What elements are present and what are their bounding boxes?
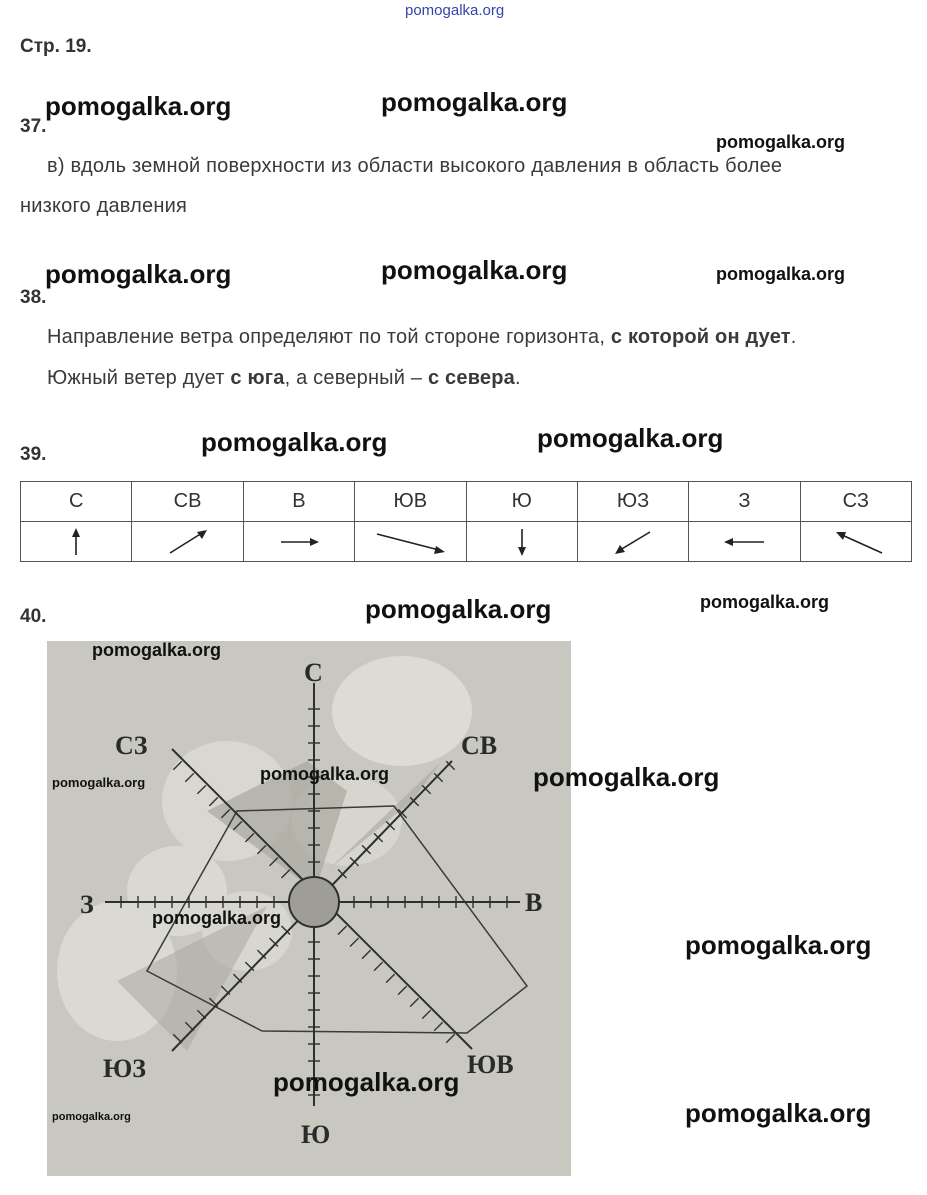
- arrow-right-icon: [259, 525, 339, 559]
- q38-line2-bold-north: с севера: [427, 367, 515, 389]
- arrow-down-right-icon: [365, 525, 455, 559]
- rose-label-sw: ЮЗ: [103, 1054, 146, 1083]
- q38-answer-line2: [47, 367, 521, 390]
- watermark-text: pomogalka.org: [685, 930, 872, 960]
- watermark-text: pomogalka.org: [260, 764, 390, 784]
- q38-line2-end: .: [515, 367, 521, 389]
- rose-label-n: С: [304, 658, 323, 687]
- watermark-text: pomogalka.org: [533, 762, 720, 792]
- arrow-down-left-icon: [593, 525, 673, 559]
- arrow-cell-nw: [800, 522, 911, 562]
- watermark-text: pomogalka.org: [685, 1098, 872, 1128]
- watermark-text: pomogalka.org: [152, 908, 282, 928]
- rose-label-ne: СВ: [461, 731, 498, 760]
- direction-cell-sw: ЮЗ: [577, 482, 688, 522]
- watermark-text: pomogalka.org: [52, 775, 146, 790]
- watermark-text: pomogalka.org: [700, 592, 830, 612]
- arrow-cell-sw: [577, 522, 688, 562]
- top-watermark: pomogalka.org: [405, 2, 505, 19]
- watermark-text: pomogalka.org: [52, 1111, 131, 1123]
- q38-number: 38.: [20, 287, 47, 308]
- q37-number: 37.: [20, 116, 47, 137]
- direction-cell-ne: СВ: [132, 482, 243, 522]
- arrow-left-icon: [704, 525, 784, 559]
- arrow-cell-s: [466, 522, 577, 562]
- direction-cell-nw: СЗ: [800, 482, 911, 522]
- q38-line2-text: Южный ветер дует: [47, 367, 231, 389]
- q38-line1-bold: с которой он дует: [610, 326, 791, 348]
- q40-number: 40.: [20, 606, 47, 627]
- watermark-text: pomogalka.org: [716, 264, 846, 284]
- q38-line2-bold-south: с юга: [230, 367, 285, 389]
- q37-answer-line1: в) вдоль земной поверхности из области высокого давления в область более: [47, 155, 783, 177]
- arrow-cell-n: [21, 522, 132, 562]
- rose-label-s: Ю: [301, 1120, 331, 1149]
- watermark-text: pomogalka.org: [45, 259, 232, 289]
- q38-answer-line1: [47, 326, 797, 349]
- direction-cell-s: Ю: [466, 482, 577, 522]
- q38-line1-end: .: [790, 326, 797, 348]
- direction-cell-w: З: [689, 482, 800, 522]
- watermark-text: pomogalka.org: [716, 132, 846, 152]
- watermark-text: pomogalka.org: [273, 1067, 460, 1097]
- arrow-cell-w: [689, 522, 800, 562]
- watermark-text: pomogalka.org: [201, 427, 388, 457]
- direction-cell-e: В: [243, 482, 354, 522]
- rose-label-nw: СЗ: [115, 731, 148, 760]
- page-heading: Стр. 19.: [20, 36, 92, 57]
- direction-cell-se: ЮВ: [355, 482, 466, 522]
- rose-label-se: ЮВ: [467, 1050, 514, 1079]
- watermark-text: pomogalka.org: [365, 594, 552, 624]
- arrow-cell-se: [355, 522, 466, 562]
- arrow-up-icon: [36, 525, 116, 559]
- watermark-text: pomogalka.org: [381, 255, 568, 285]
- arrow-up-left-icon: [816, 525, 896, 559]
- arrow-row: [21, 522, 912, 562]
- direction-header-row: [21, 482, 912, 522]
- q37-answer-line2: низкого давления: [20, 195, 188, 217]
- wind-direction-table: [20, 481, 912, 562]
- q38-line2-mid: , а северный –: [284, 367, 428, 389]
- rose-label-e: В: [525, 888, 543, 917]
- arrow-up-right-icon: [148, 525, 228, 559]
- direction-cell-n: С: [21, 482, 132, 522]
- q39-number: 39.: [20, 444, 47, 465]
- watermark-text: pomogalka.org: [45, 91, 232, 121]
- watermark-text: pomogalka.org: [92, 640, 222, 660]
- arrow-down-icon: [482, 525, 562, 559]
- watermark-text: pomogalka.org: [537, 423, 724, 453]
- rose-label-w: З: [80, 890, 94, 919]
- arrow-cell-e: [243, 522, 354, 562]
- watermark-text: pomogalka.org: [381, 87, 568, 117]
- q38-line1-text: Направление ветра определяют по той стороне горизонта,: [47, 326, 611, 348]
- arrow-cell-ne: [132, 522, 243, 562]
